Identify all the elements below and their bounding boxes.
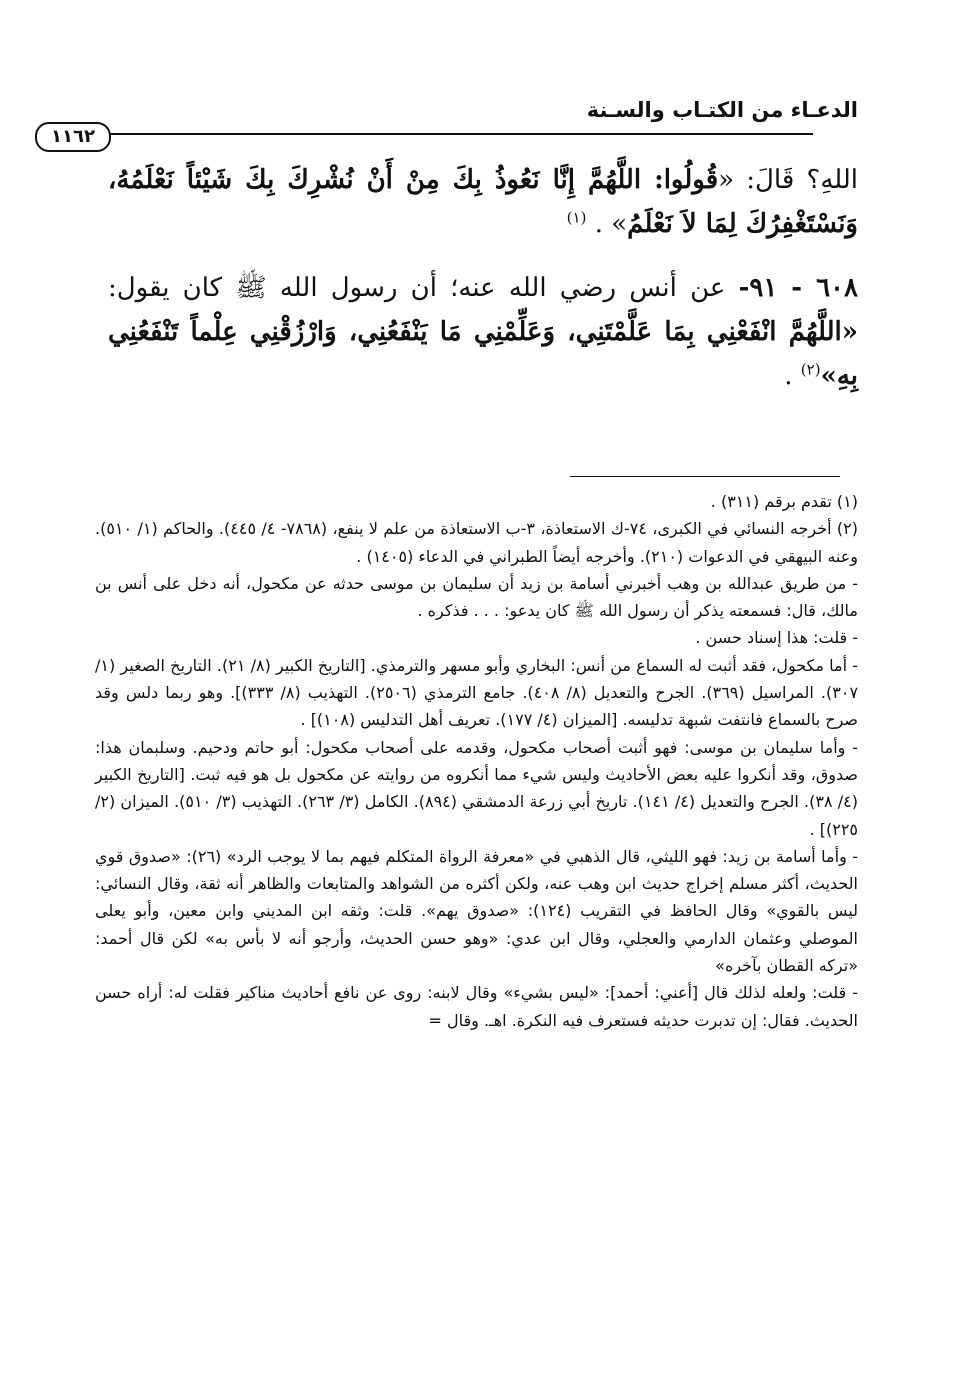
- p2-close: .: [784, 361, 801, 391]
- p1-lead: اللهِ؟ قَالَ: «: [718, 165, 859, 195]
- main-text: [108, 158, 858, 398]
- footnote-sulayman: - وأما سليمان بن موسى: فهو أثبت أصحاب مكحول، وقدمه على أصحاب مكحول: أبو حاتم ودحيم. وسلبمان هذا: صدوق، وقد أنكروا عليه بعض الأحاديث وليس شيء مما أنكروه من روايته عن مكحول بل هو فيه ثبت. [التاريخ الكبير (٤/ ٣٨). الجرح والتعديل (٤/ ١٤١). تاريخ أبي زرعة الدمشقي (٨٩٤). الكامل (٣/ ٢٦٣). التهذيب (٣/ ٥١٠). الميزان (٢/ ٢٢٥)] .: [95, 737, 858, 839]
- p1-close: » .: [594, 209, 628, 239]
- hadith-number: ٦٠٨ - ٩١-: [738, 273, 858, 303]
- page-number-badge: ١١٦٢: [35, 122, 111, 152]
- footnote-comment: - قلت: ولعله لذلك قال [أعني: أحمد]: «ليس بشيء» وقال لابنه: روى عن نافع أحاديث مناكير فقلت له: أراه حسن الحديث. فقال: إن تدبرت حديثه فستعرف فيه النكرة. اهـ. وقال =: [95, 983, 858, 1030]
- footnote-2: (٢) أخرجه النسائي في الكبرى، ٧٤-ك الاستعاذة، ٣-ب الاستعاذة من علم لا ينفع، (٧٨٦٨- ٤/ ٤٤٥). والحاكم (١/ ٥١٠). وعنه البيهقي في الدعوات (٢١٠). وأخرجه أيضاً الطبراني في الدعاء (١٤٠٥) .: [95, 519, 859, 566]
- hadith-paragraph: [108, 266, 858, 398]
- footnote-1: (١) تقدم برقم (٣١١) .: [710, 492, 858, 511]
- footnote-separator: [570, 476, 840, 477]
- dua-quote-1: قُولُوا: اللَّهُمَّ إِنَّا نَعُوذُ بِكَ مِنْ أَنْ نُشْرِكَ بِكَ شَيْئاً نَعْلَمُهُ، وَنَسْتَغْفِرُكَ لِمَا لاَ نَعْلَمُ: [108, 165, 858, 239]
- footnote-ref-1: (١): [566, 208, 587, 227]
- footnote-ref-2: (٢): [800, 360, 821, 379]
- footnote-usama: - وأما أسامة بن زيد: فهو الليثي، قال الذهبي في «معرفة الرواة المتكلم فيهم بما لا يوجب الرد» (٢٦): «صدوق قوي الحديث، أكثر مسلم إخراج حديث ابن وهب عنه، ولكن أكثره من الشواهد والمتابعات والظاهر أنه ثقة، وقال النسائي: ليس بالقوي» وقال الحافظ في التقريب (١٢٤): «صدوق يهم». قلت: وثقه ابن المديني وابن معين، وأبو يعلى الموصلي وعثمان الدارمي والعجلي، وقال ابن عدي: «وهو حسن الحديث، وأرجو أنه لا بأس به» لكن قال أحمد: «تركه القطان بآخره»: [95, 846, 858, 976]
- dua-quote-2: «اللَّهُمَّ انْفَعْنِي بِمَا عَلَّمْتَنِي، وَعَلِّمْنِي مَا يَنْفَعُنِي، وَارْزُقْنِي عِلْماً تَنْفَعُنِي بِهِ»: [108, 317, 858, 391]
- footnotes: [95, 488, 858, 1034]
- footnote-verdict: - قلت: هذا إسناد حسن .: [695, 628, 858, 648]
- paragraph-continuation: [108, 158, 858, 246]
- footnote-makhul: - أما مكحول، فقد أثبت له السماع من أنس: البخاري وأبو مسهر والترمذي. [التاريخ الكبير (٨/ ٢١). التاريخ الصغير (١/ ٣٠٧). المراسيل (٣٦٩). الجرح والتعديل (٨/ ٤٠٨). جامع الترمذي (٢٥٠٦). التهذيب (٨/ ٣٣٣)]. وهو ربما دلس وقد صرح بالسماع فانتفت شبهة تدليسه. [الميزان (٤/ ١٧٧). تعريف أهل التدليس (١٠٨)] .: [95, 655, 859, 730]
- header-rule: [110, 133, 813, 135]
- hadith-intro: عن أنس رضي الله عنه؛ أن رسول الله ﷺ كان يقول:: [108, 273, 726, 303]
- running-header-title: الدعـاء من الكتـاب والسـنة: [586, 98, 858, 122]
- footnote-chain: - من طريق عبدالله بن وهب أخبرني أسامة بن زيد أن سليمان بن موسى حدثه عن مكحول، أنه دخل على أنس بن مالك، قال: فسمعته يذكر أن رسول الله ﷺ كان يدعو: . . . فذكره .: [95, 573, 858, 621]
